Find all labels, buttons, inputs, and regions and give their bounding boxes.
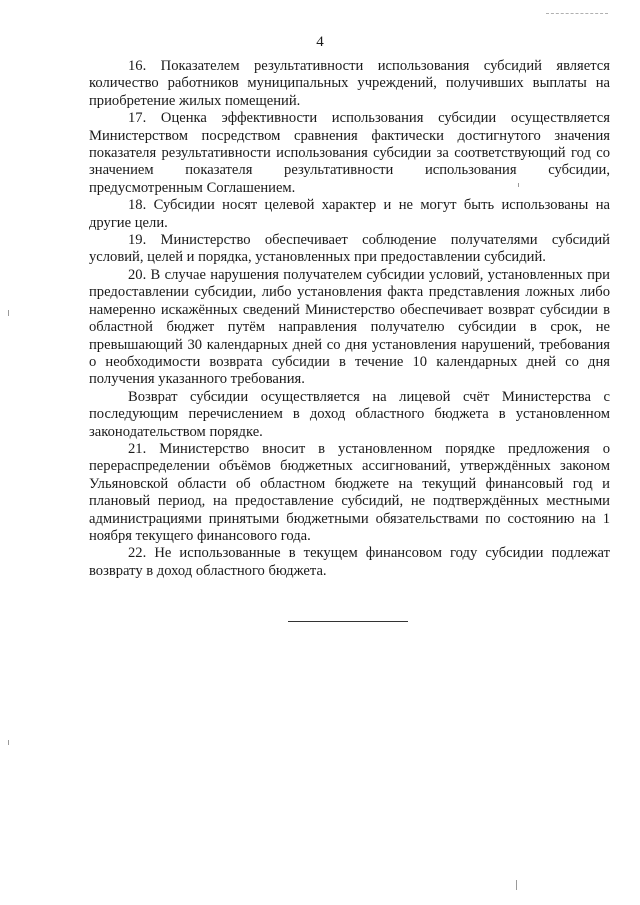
page-number: 4 bbox=[316, 34, 324, 50]
scan-artifact bbox=[518, 183, 519, 187]
scan-artifact bbox=[516, 880, 517, 890]
paragraph-19: 19. Министерство обеспечивает соблюдение получателями субсидий условий, целей и порядка, установленных при предоставлении субсидий. bbox=[89, 232, 610, 266]
paragraph-22: 22. Не использованные в текущем финансовом году субсидии подлежат возврату в доход областного бюджета. bbox=[89, 545, 610, 579]
end-of-document-rule bbox=[288, 621, 408, 622]
paragraph-20-refund: Возврат субсидии осуществляется на лицевой счёт Министерства с последующим перечислением в доход областного бюджета в установленном законодательством порядке. bbox=[89, 388, 610, 440]
paragraph-18: 18. Субсидии носят целевой характер и не могут быть использованы на другие цели. bbox=[89, 197, 610, 231]
paragraph-17: 17. Оценка эффективности использования субсидии осуществляется Министерством посредством сравнения фактически достигнутого значения показателя результативности использования субсидии за соответствующий год со значением показателя результативности использования субсидии, предусмотренным Соглашением. bbox=[89, 110, 610, 196]
scan-artifact bbox=[546, 13, 608, 14]
scan-artifact bbox=[8, 310, 9, 316]
scan-artifact bbox=[8, 740, 9, 745]
paragraph-20: 20. В случае нарушения получателем субсидии условий, установленных при предоставлении субсидии, либо установления факта представления ложных либо намеренно искажённых сведений Министерство обеспечивает возврат субсидии в областной бюджет путём направления получателю субсидии в срок, не превышающий 30 календарных дней со дня установления нарушений, требования о необходимости возврата субсидии в течение 10 календарных дней со дня получения указанного требования. bbox=[89, 266, 610, 388]
paragraph-16: 16. Показателем результативности использования субсидий является количество работников муниципальных учреждений, получивших выплаты на приобретение жилых помещений. bbox=[89, 58, 610, 109]
paragraph-21: 21. Министерство вносит в установленном порядке предложения о перераспределении объёмов бюджетных ассигнований, утверждённых законом Ульяновской области об областном бюджете на текущий финансовый год и плановый период, на предоставление субсидий, не подтверждённых местными администрациями принятыми бюджетными обязательствами по состоянию на 1 ноября текущего финансового года. bbox=[89, 440, 610, 544]
document-body bbox=[89, 58, 610, 580]
